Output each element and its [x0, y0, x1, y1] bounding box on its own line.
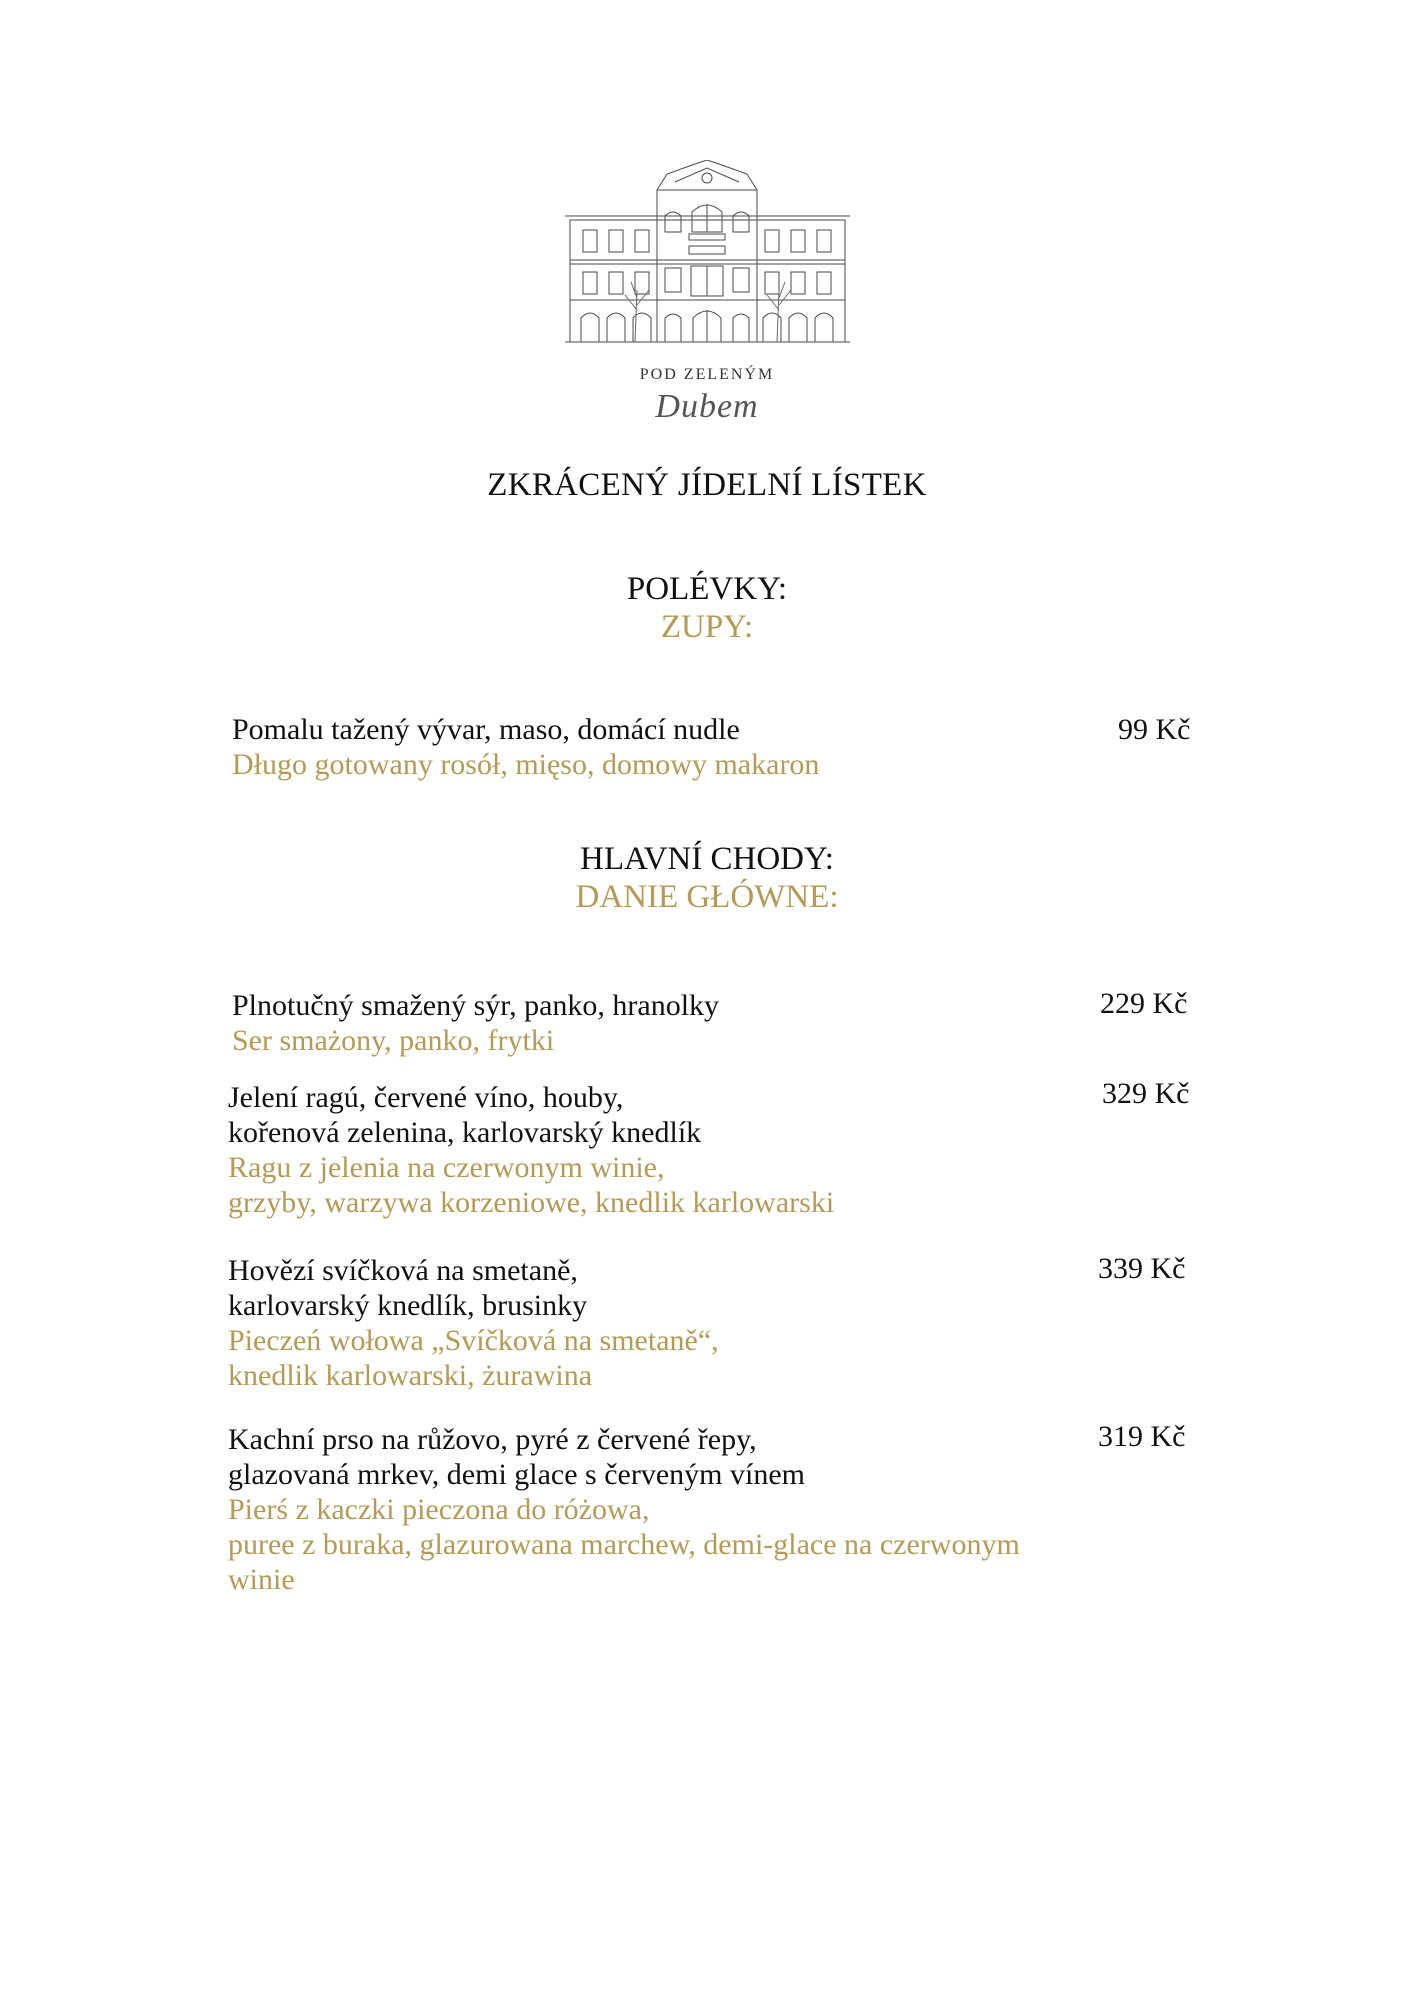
menu-item: [228, 1080, 834, 1220]
item-name-pl: Pierś z kaczki pieczona do różowa,: [228, 1493, 650, 1526]
item-name-pl: knedlik karlowarski, żurawina: [228, 1359, 593, 1392]
item-name-cz: karlovarský knedlík, brusinky: [228, 1289, 588, 1322]
item-name-cz: Kachní prso na růžovo, pyré z červené řepy,: [228, 1423, 757, 1456]
item-price: 339 Kč: [1098, 1252, 1186, 1285]
brand-script-wordmark: Dubem: [655, 388, 759, 425]
section-heading-pl: ZUPY:: [660, 609, 754, 645]
item-name-cz: Hovězí svíčková na smetaně,: [228, 1254, 578, 1287]
menu-item: [232, 712, 819, 782]
item-price: 99 Kč: [1118, 713, 1191, 746]
item-name-cz: Jelení ragú, červené víno, houby,: [228, 1081, 624, 1114]
section-heading-cz: HLAVNÍ CHODY:: [580, 841, 834, 877]
building-logo-illustration: [565, 160, 850, 347]
item-price: 319 Kč: [1098, 1420, 1186, 1453]
item-name-pl: Pieczeń wołowa „Svíčková na smetaně“,: [228, 1324, 719, 1357]
item-name-pl: Długo gotowany rosół, mięso, domowy makaron: [232, 748, 820, 781]
section-heading-cz: POLÉVKY:: [626, 571, 788, 607]
menu-item: [228, 1253, 719, 1393]
item-price: 229 Kč: [1100, 987, 1188, 1020]
item-price: 329 Kč: [1102, 1077, 1190, 1110]
item-name-pl: puree z buraka, glazurowana marchew, demi-glace na czerwonym: [228, 1528, 1020, 1561]
menu-item: [228, 1422, 1020, 1597]
menu-title: ZKRÁCENÝ JÍDELNÍ LÍSTEK: [487, 467, 927, 503]
item-name-pl: Ragu z jelenia na czerwonym winie,: [228, 1151, 665, 1184]
brand-name: POD ZELENÝM: [639, 366, 775, 383]
menu-item: [232, 988, 719, 1058]
item-name-pl: winie: [228, 1563, 295, 1596]
item-name-cz: Pomalu tažený vývar, maso, domácí nudle: [232, 713, 740, 746]
item-name-cz: glazovaná mrkev, demi glace s červeným vínem: [228, 1458, 805, 1491]
item-name-cz: Plnotučný smažený sýr, panko, hranolky: [232, 989, 720, 1022]
section-heading-pl: DANIE GŁÓWNE:: [575, 879, 839, 915]
section-heading-soups: [0, 570, 1414, 646]
item-name-pl: Ser smażony, panko, frytki: [232, 1024, 555, 1057]
item-name-pl: grzyby, warzywa korzeniowe, knedlik karlowarski: [228, 1186, 835, 1219]
section-heading-mains: [0, 840, 1414, 916]
item-name-cz: kořenová zelenina, karlovarský knedlík: [228, 1116, 702, 1149]
